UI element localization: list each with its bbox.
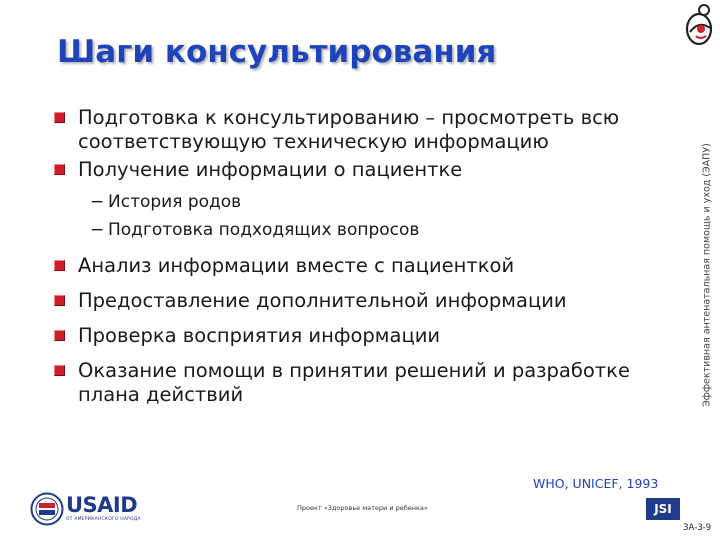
slide-title: Шаги консультирования [57, 34, 497, 70]
dash-bullet-icon: − [90, 220, 105, 240]
usaid-logo [30, 490, 150, 528]
sub-bullet-item: − Подготовка подходящих вопросов [90, 220, 420, 240]
square-bullet-icon [54, 164, 65, 175]
bullet-item: Предоставление дополнительной информации [46, 289, 686, 313]
sub-bullet-item: − История родов [90, 192, 242, 212]
square-bullet-icon [54, 330, 65, 341]
square-bullet-icon [54, 112, 65, 123]
citation: WHO, UNICEF, 1993 [533, 476, 659, 491]
project-label: Проект «Здоровье матери и ребенка» [297, 504, 428, 512]
bullet-item: Оказание помощи в принятии решений и разработке плана действий [46, 359, 686, 407]
bullet-list [46, 106, 686, 407]
square-bullet-icon [54, 295, 65, 306]
usaid-wordmark: USAID [66, 493, 138, 517]
bullet-item: Анализ информации вместе с пациенткой [46, 254, 686, 278]
square-bullet-icon [54, 260, 65, 271]
mother-child-logo-icon [682, 2, 718, 50]
jsi-logo: JSI [646, 498, 680, 520]
bullet-item: Получение информации о пациентке [46, 158, 686, 182]
slide-code: ЗА-3-9 [683, 523, 712, 533]
usaid-tagline: ОТ АМЕРИКАНСКОГО НАРОДА [66, 517, 141, 522]
vertical-course-label: Эффективная антенатальная помощь и уход (ЭАПУ) [701, 143, 713, 407]
bullet-item: Проверка восприятия информации [46, 324, 686, 348]
bullet-item: Подготовка к консультированию – просмотреть всю соответствующую техническую информацию [46, 106, 686, 154]
usaid-seal-icon [30, 492, 64, 526]
dash-bullet-icon: − [90, 192, 105, 212]
square-bullet-icon [54, 365, 65, 376]
